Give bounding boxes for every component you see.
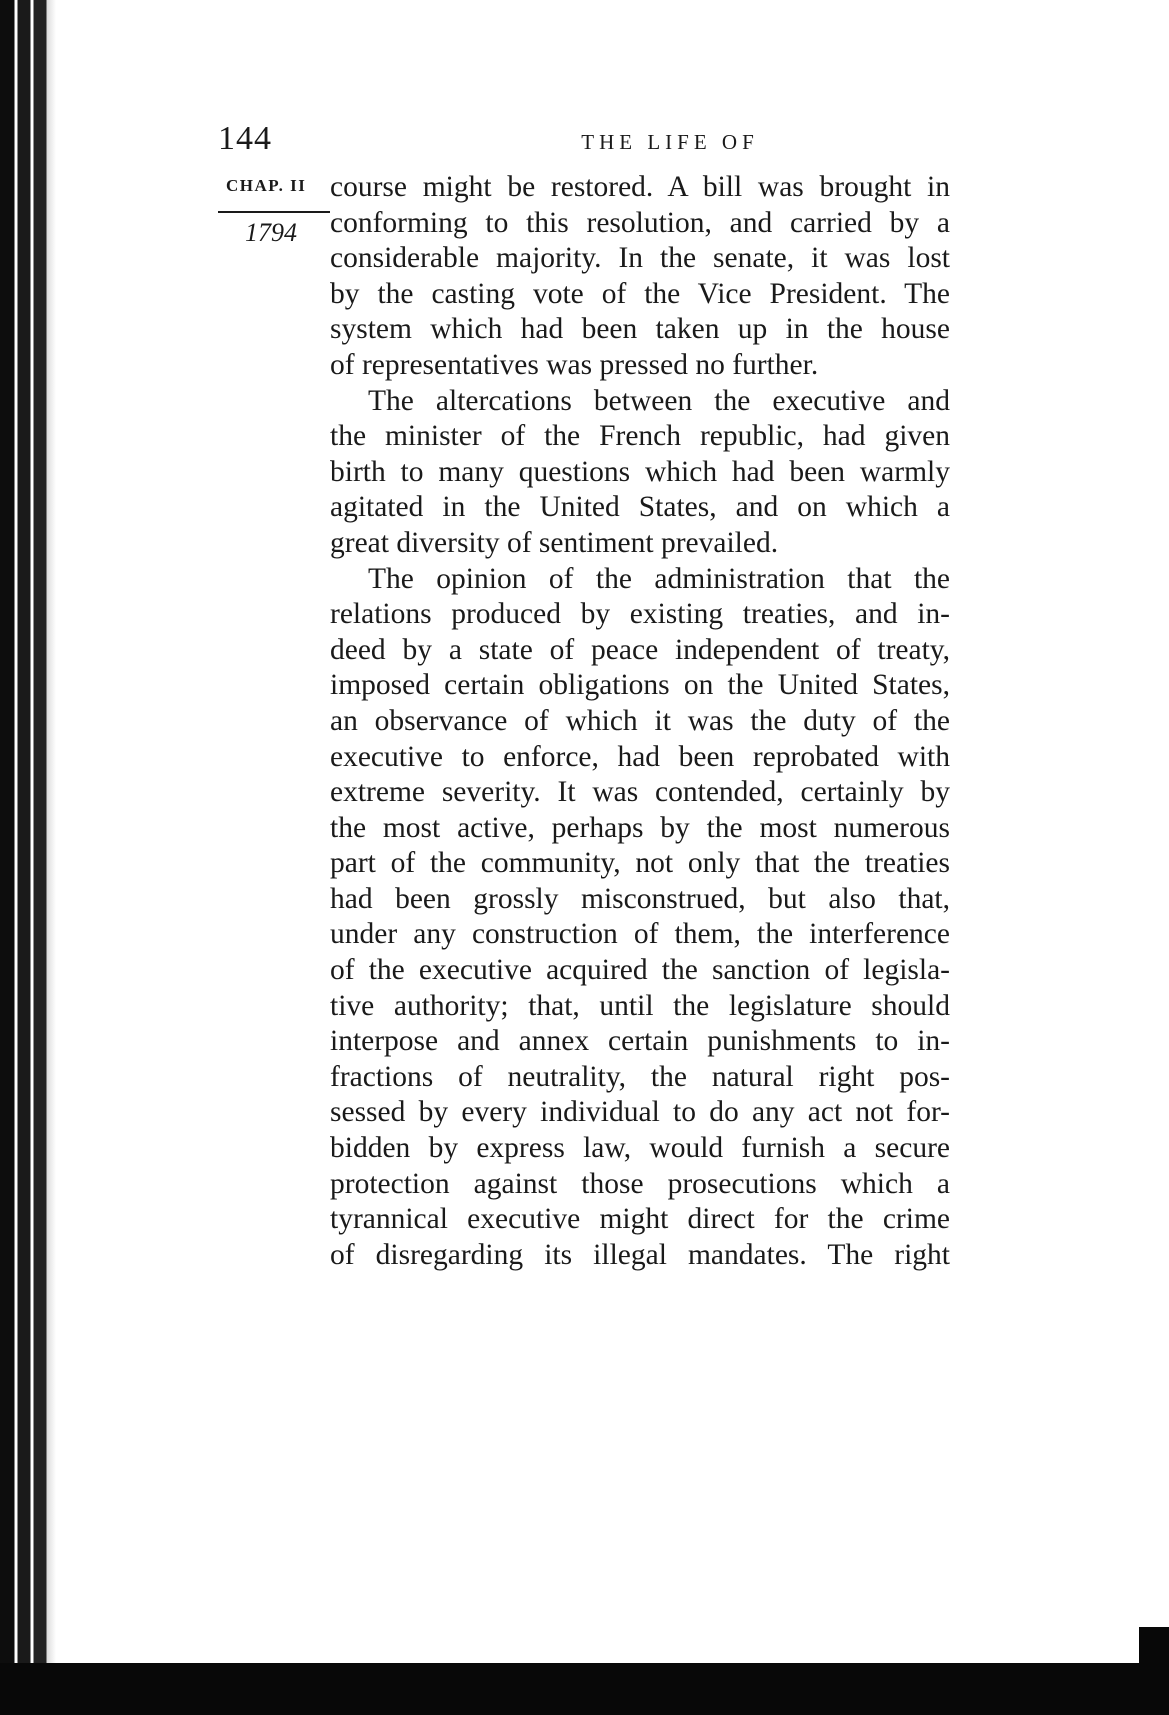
text-line: of representatives was pressed no further. [330, 348, 819, 381]
margin-divider [218, 211, 330, 213]
text-line: imposed certain obligations on the United States, [330, 669, 950, 702]
text-line: bidden by express law, would furnish a secure [330, 1132, 950, 1165]
text-line: by the casting vote of the Vice President. The [330, 277, 950, 310]
text-line: had been grossly misconstrued, but also that, [330, 882, 950, 915]
text-line: an observance of which it was the duty of the [330, 704, 950, 737]
text-line: birth to many questions which had been warmly [330, 455, 950, 488]
text-line: considerable majority. In the senate, it was lost [330, 242, 950, 275]
text-line: system which had been taken up in the house [330, 313, 950, 346]
text-line: part of the community, not only that the treaties [330, 847, 950, 880]
text-line: conforming to this resolution, and carried by a [330, 206, 950, 239]
text-line: interpose and annex certain punishments to in- [330, 1025, 950, 1058]
text-line: executive to enforce, had been reprobated with [330, 740, 950, 773]
margin-chapter-label: CHAP. II [226, 176, 307, 195]
text-line: extreme severity. It was contended, certainly by [330, 776, 950, 809]
text-line: tyrannical executive might direct for the crime [330, 1203, 950, 1236]
body-text [330, 170, 950, 1273]
text-line: agitated in the United States, and on which a [330, 491, 950, 524]
text-line: of disregarding its illegal mandates. The right [330, 1238, 950, 1271]
text-line: The opinion of the administration that the [368, 562, 950, 595]
running-head: THE LIFE OF [581, 130, 759, 154]
text-line: relations produced by existing treaties, and in- [330, 598, 950, 631]
text-line: great diversity of sentiment prevailed. [330, 526, 779, 559]
scan-bottom-edge [0, 1663, 1169, 1715]
text-line: the minister of the French republic, had given [330, 420, 950, 453]
text-line: course might be restored. A bill was brought in [330, 171, 950, 203]
text-line: under any construction of them, the interference [330, 918, 950, 951]
text-line: protection against those prosecutions which a [330, 1167, 950, 1200]
text-line: fractions of neutrality, the natural right pos- [330, 1060, 950, 1093]
text-line: tive authority; that, until the legislature should [330, 989, 950, 1022]
book-spine-shadow [0, 0, 60, 1715]
text-line: sessed by every individual to do any act not for- [330, 1096, 950, 1129]
text-line: the most active, perhaps by the most numerous [330, 811, 950, 844]
text-line: deed by a state of peace independent of treaty, [330, 633, 950, 666]
margin-year: 1794 [245, 218, 297, 247]
page-number: 144 [218, 120, 272, 157]
text-line: of the executive acquired the sanction of legisla- [330, 954, 950, 987]
text-line: The altercations between the executive and [368, 384, 950, 417]
